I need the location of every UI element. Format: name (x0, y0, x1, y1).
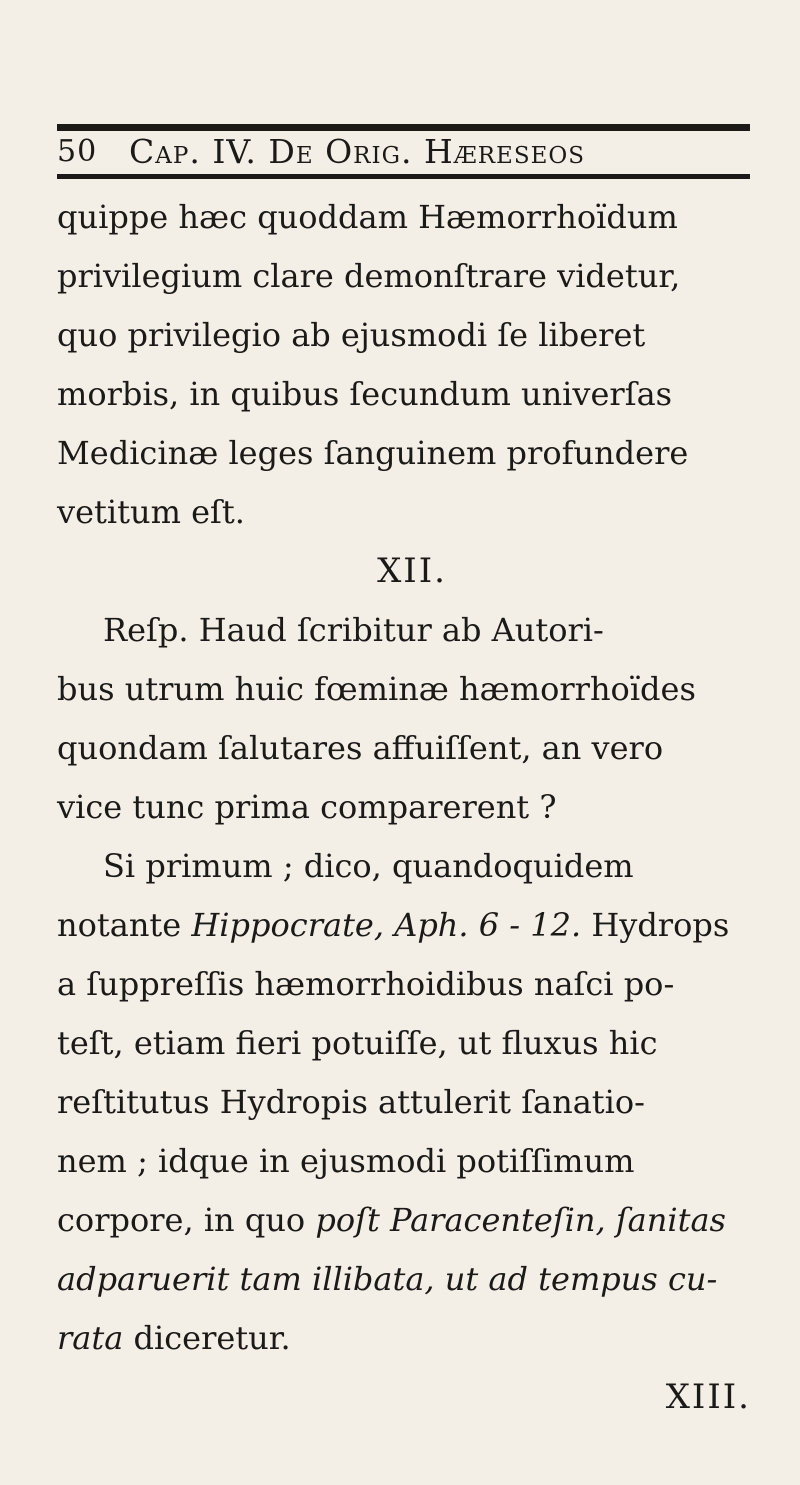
text-line (57, 896, 767, 955)
text-line: morbis, in quibus ſecundum univerſas (57, 375, 673, 413)
text-line: bus utrum huic fœminæ hæmorrhoïdes (57, 670, 696, 708)
text-line: Medicinæ leges ſanguinem profundere (57, 434, 689, 472)
citation-italic: Hippocrate, Aph. 6 - 12. (191, 906, 582, 944)
header-rule-top (57, 124, 750, 131)
text-line (57, 1309, 767, 1368)
section-number: XIII. (665, 1377, 751, 1417)
text-line: nem ; idque in ejusmodi potiſſimum (57, 1142, 635, 1180)
italic-run: poſt Paracenteſin, ſanitas (315, 1201, 726, 1239)
text-run: Hydrops (581, 906, 730, 944)
text-line: Si primum ; dico, quandoquidem (103, 847, 634, 885)
text-run: diceretur. (123, 1319, 291, 1357)
text-line: Reſp. Haud ſcribitur ab Autori- (103, 611, 604, 649)
running-head: Cap. IV. De Orig. Hæreseos (129, 132, 586, 171)
text-line: vice tunc prima comparerent ? (57, 788, 557, 826)
header-rule-bottom (57, 174, 750, 179)
text-line: a ſuppreſſis hæmorrhoidibus naſci po- (57, 965, 675, 1003)
catchword-xiii (57, 1368, 767, 1427)
text-line (57, 1191, 767, 1250)
text-line: quondam ſalutares affuiſſent, an vero (57, 729, 664, 767)
italic-run: rata (57, 1319, 124, 1357)
text-line: quo privilegio ab ejusmodi ſe liberet (57, 316, 646, 354)
text-line: privilegium clare demonſtrare videtur, (57, 257, 681, 295)
text-line: reſtitutus Hydropis attulerit ſanatio- (57, 1083, 645, 1121)
text-run: corpore, in quo (57, 1201, 316, 1239)
page-number: 50 (57, 134, 98, 169)
section-heading-xii (57, 542, 767, 601)
text-line: vetitum eſt. (57, 493, 245, 531)
text-run: notante (57, 906, 192, 944)
body-text (57, 188, 767, 1427)
text-line-italic: adparuerit tam illibata, ut ad tempus cu- (57, 1260, 718, 1298)
section-number: XII. (377, 551, 447, 591)
text-line: quippe hæc quoddam Hæmorrhoïdum (57, 198, 678, 236)
page-header (57, 110, 757, 180)
text-line: teſt, etiam fieri potuiſſe, ut fluxus hic (57, 1024, 658, 1062)
